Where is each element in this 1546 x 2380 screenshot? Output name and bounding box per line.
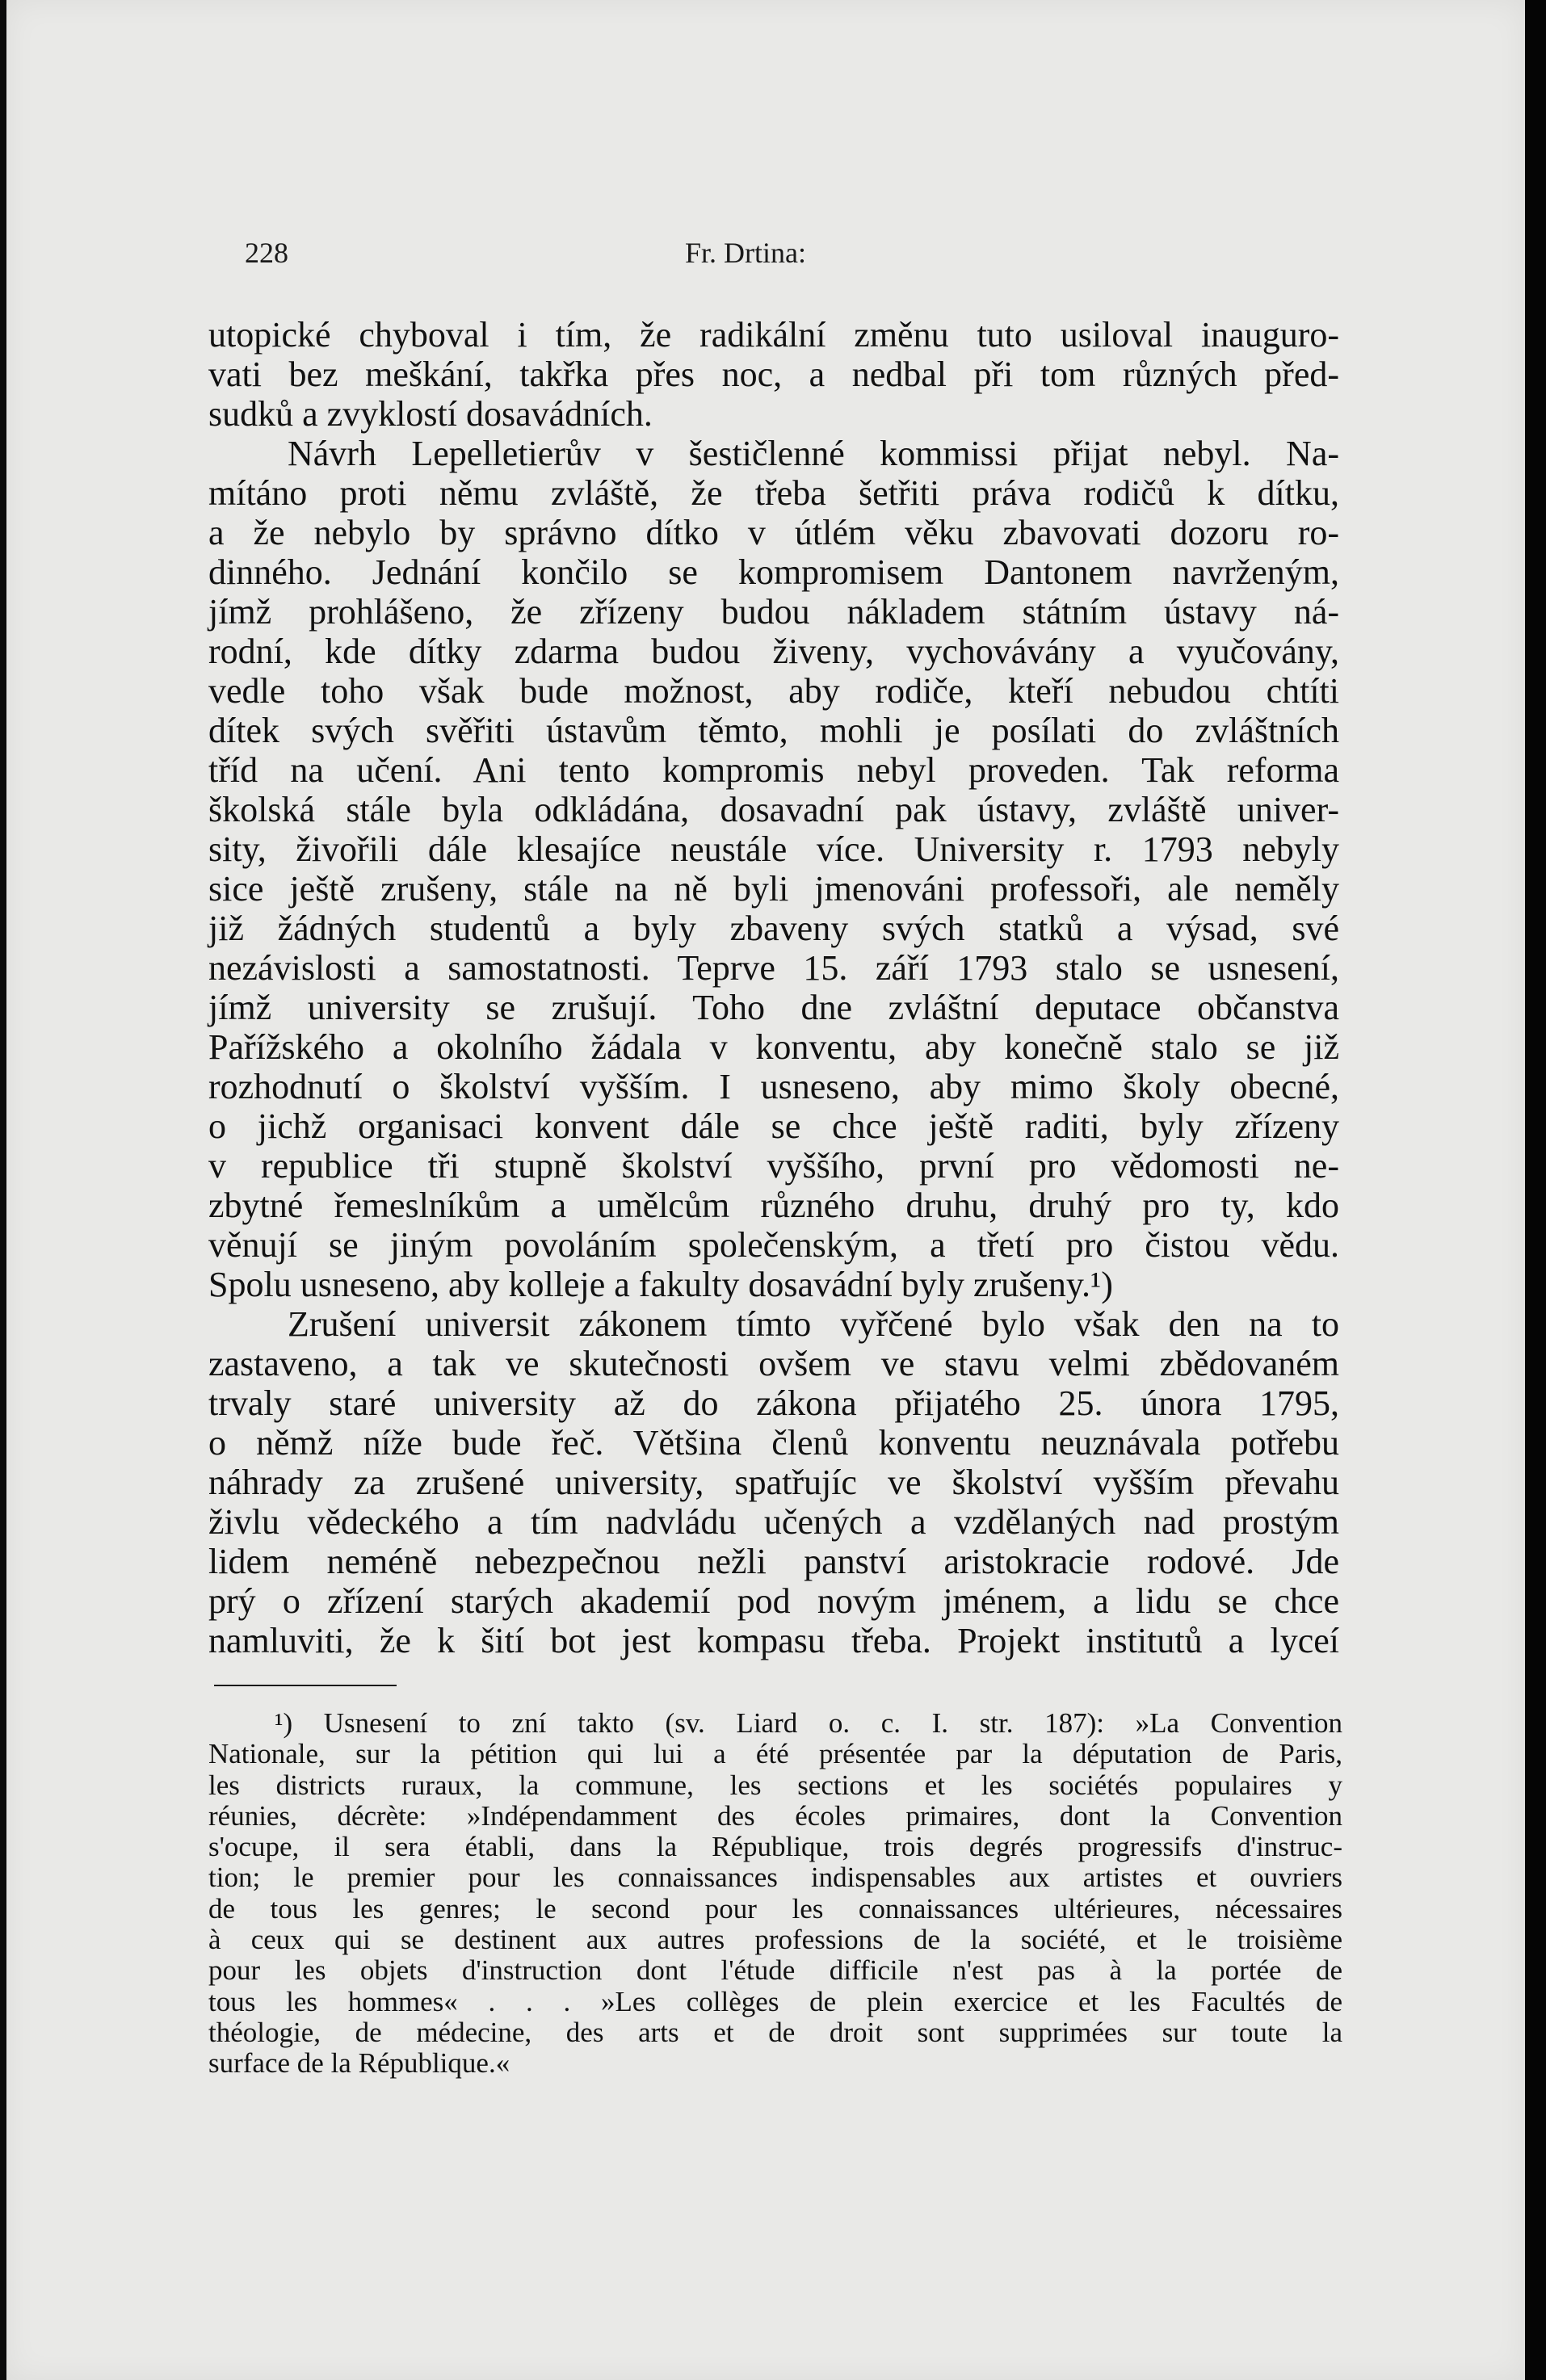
text-line: již žádných studentů a byly zbaveny svých statků a výsad, své: [208, 909, 1339, 948]
text-line: o jichž organisaci konvent dále se chce ještě raditi, byly zřízeny: [208, 1106, 1339, 1146]
text-line: živlu vědeckého a tím nadvládu učených a vzdělaných nad prostým: [208, 1502, 1339, 1542]
text-line: trvaly staré university až do zákona přijatého 25. února 1795,: [208, 1383, 1339, 1423]
text-line: dítek svých svěřiti ústavům těmto, mohli je posílati do zvláštních: [208, 711, 1339, 750]
text-line: školská stále byla odkládána, dosavadní pak ústavy, zvláště univer-: [208, 790, 1339, 829]
text-line: jímž prohlášeno, že zřízeny budou nákladem státním ústavy ná-: [208, 592, 1339, 632]
text-line: namluviti, že k šití bot jest kompasu třeba. Projekt institutů a lyceí: [208, 1621, 1339, 1660]
footnote-line: surface de la République.«: [208, 2047, 510, 2080]
text-line: tříd na učení. Ani tento kompromis nebyl proveden. Tak reforma: [208, 750, 1339, 790]
footnote-line: réunies, décrète: »Indépendamment des écoles primaires, dont la Convention: [208, 1799, 1342, 1832]
text-line: sice ještě zrušeny, stále na ně byli jmenováni professoři, ale neměly: [208, 869, 1339, 909]
text-line: rozhodnutí o školství vyšším. I usneseno, aby mimo školy obecné,: [208, 1067, 1339, 1106]
footnote-line: tion; le premier pour les connaissances indispensables aux artistes et ouvriers: [208, 1862, 1342, 1894]
scan-border: [1525, 0, 1546, 2380]
footnote-line: pour les objets d'instruction dont l'étude difficile n'est pas à la portée de: [208, 1954, 1342, 1987]
text-line: mítáno proti němu zvláště, že třeba šetřiti práva rodičů k dítku,: [208, 473, 1339, 513]
footnote: [208, 1708, 1342, 2080]
text-line: Návrh Lepelletierův v šestičlenné kommissi přijat nebyl. Na-: [288, 434, 1339, 473]
text-line: dinného. Jednání končilo se kompromisem Dantonem navrženým,: [208, 552, 1339, 592]
text-line: náhrady za zrušené university, spatřujíc ve školství vyšším převahu: [208, 1463, 1339, 1502]
text-line: vedle toho však bude možnost, aby rodiče, kteří nebudou chtíti: [208, 671, 1339, 711]
footnote-line: s'ocupe, il sera établi, dans la République, trois degrés progressifs d'instruc-: [208, 1831, 1342, 1863]
footnote-line: les districts ruraux, la commune, les sections et les sociétés populaires y: [208, 1769, 1342, 1801]
text-line: utopické chyboval i tím, že radikální změnu tuto usiloval inauguro-: [208, 315, 1339, 355]
footnote-line: théologie, de médecine, des arts et de droit sont supprimées sur toute la: [208, 2016, 1342, 2048]
text-line: o němž níže bude řeč. Většina členů konventu neuznávala potřebu: [208, 1423, 1339, 1463]
text-line: zbytné řemeslníkům a umělcům různého druhu, druhý pro ty, kdo: [208, 1186, 1339, 1225]
running-head: Fr. Drtina:: [685, 237, 806, 269]
text-line: věnují se jiným povoláním společenským, a třetí pro čistou vědu.: [208, 1225, 1339, 1265]
text-line: prý o zřízení starých akademií pod novým jménem, a lidu se chce: [208, 1581, 1339, 1621]
text-line: sudků a zvyklostí dosavádních.: [208, 394, 653, 434]
main-text: [208, 315, 1339, 1660]
page-number: 228: [245, 237, 288, 269]
page-header: [245, 236, 1350, 276]
footnote-line: à ceux qui se destinent aux autres professions de la société, et le troisième: [208, 1924, 1342, 1956]
text-line: nezávislosti a samostatnosti. Teprve 15. září 1793 stalo se usnesení,: [208, 948, 1339, 988]
text-line: Pařížského a okolního žádala v konventu, aby konečně stalo se již: [208, 1027, 1339, 1067]
text-line: Spolu usneseno, aby kolleje a fakulty dosavádní byly zrušeny.¹): [208, 1265, 1113, 1304]
scanned-page: [6, 0, 1525, 2380]
text-line: vati bez meškání, takřka přes noc, a nedbal při tom různých před-: [208, 355, 1339, 394]
text-line: jímž university se zrušují. Toho dne zvláštní deputace občanstva: [208, 988, 1339, 1027]
text-line: Zrušení universit zákonem tímto vyřčené bylo však den na to: [288, 1304, 1339, 1344]
text-line: sity, živořili dále klesajíce neustále více. University r. 1793 nebyly: [208, 829, 1339, 869]
footnote-line: de tous les genres; le second pour les connaissances ultérieures, nécessaires: [208, 1892, 1342, 1925]
footnote-line: ¹) Usnesení to zní takto (sv. Liard o. c. I. str. 187): »La Convention: [275, 1707, 1342, 1739]
text-line: zastaveno, a tak ve skutečnosti ovšem ve stavu velmi zbědovaném: [208, 1344, 1339, 1383]
text-line: lidem neméně nebezpečnou nežli panství aristokracie rodové. Jde: [208, 1542, 1339, 1581]
footnote-line: Nationale, sur la pétition qui lui a été présentée par la députation de Paris,: [208, 1738, 1342, 1770]
footnote-divider: [214, 1685, 397, 1686]
footnote-line: tous les hommes« . . . »Les collèges de plein exercice et les Facultés de: [208, 1985, 1342, 2017]
text-line: rodní, kde dítky zdarma budou živeny, vychovávány a vyučovány,: [208, 632, 1339, 671]
text-line: a že nebylo by správno dítko v útlém věku zbavovati dozoru ro-: [208, 513, 1339, 552]
text-line: v republice tři stupně školství vyššího, první pro vědomosti ne-: [208, 1146, 1339, 1186]
